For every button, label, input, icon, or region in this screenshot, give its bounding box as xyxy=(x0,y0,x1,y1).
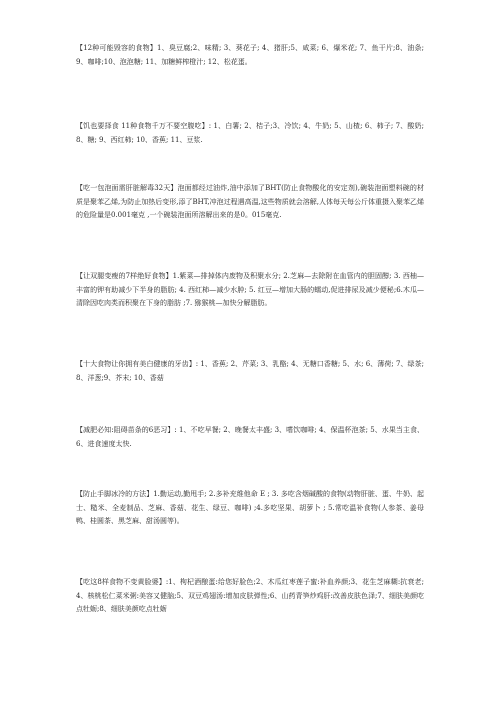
paragraph-instant-noodles: 【吃一包泡面需肝脏解毒32天】泡面都经过油炸,油中添加了BHT(防止食物酸化的安定剂),碗装泡面塑料碗的材质是聚苯乙烯,为防止加热后变形,添了BHT,冲泡过程遇高温,这些物质就会溶解,人体每天每公斤体重摄入聚苯乙烯的危险量是0.001毫克 ,一个碗装泡面所溶解出来的是0。015毫克. xyxy=(76,184,425,220)
paragraph-diet-bad-habits: 【减肥必知:阻碍苗条的6恶习】: 1、不吃早餐; 2、晚餐太丰盛; 3、嗜饮咖啡; 4、保温杯泡茶; 5、水果当主食、6、进食速度太快. xyxy=(76,426,424,448)
paragraph-beauty-foods: 【吃这8样食物不变黄脸婆】:1、枸杞酒酿蛋:给您好脸色;2、木瓜红枣莲子蜜:补血养颜;3、花生芝麻糊:抗衰老;4、核桃松仁菜米粥:美容又健脑;5、双豆鸡翅汤:增加皮肤弹性;6、山药青笋炒鸡肝:改善皮肤色泽;7、细肤美颜吃点牡蛎;8、细肤美颜吃点牡蛎 xyxy=(76,578,424,614)
paragraph-disfiguring-foods: 【12种可能毁容的食物】1、臭豆腐;2、味精; 3、葵花子; 4、猪肝;5、咸菜; 6、爆米花; 7、鱼干片;8、油条;9、咖啡;10、泡泡糖; 11、加糖鲜榨橙汁; 12、松花蛋。 xyxy=(76,44,424,66)
paragraph-white-teeth-foods: 【十大食物让你拥有美白健康的牙齿】: 1、香蕉; 2、芹菜; 3、乳酪; 4、无糖口香糖; 5、水; 6、薄荷; 7、绿茶; 8、洋葱;9、芥末; 10、香菇 xyxy=(76,360,424,382)
paragraph-cold-hands-feet: 【防止手脚冰冷的方法】1.勤运动,勤甩手; 2.多补充维他命 E ; 3. 多吃含烟碱酸的食物(动物肝脏、蛋、牛奶、起士、糙米、全麦制品、芝麻、香菇、花生、绿豆、咖啡) ;4.多吃坚果、胡萝卜 ; 5.常吃温补食物(人参茶、姜母鸭、桂圆茶、黑芝麻、甜汤圆等)。 xyxy=(76,490,424,526)
paragraph-empty-stomach-foods: 【饥也要择食 11种食物千万不要空腹吃】: 1、白薯; 2、桔子;3、冷饮; 4、牛奶; 5、山楂; 6、柿子; 7、酸奶;8、糖; 9、西红柿; 10、香蕉; 11、豆浆. xyxy=(76,122,424,144)
paragraph-slim-legs-foods: 【让双腿变瘦的7样绝好食物】1.紫菜—排掉体内废物及积聚水分; 2.芝麻—去除附在血管内的胆固醇; 3. 西柚—丰富的钾有助减少下半身的脂肪; 4. 西红柿—减少水肿; 5. 红豆—增加大肠的蠕动,促进排尿及减少便秘;6.木瓜—清除因吃肉类而积聚在下身的脂肪 ;7. 猕猴桃—加快分解脂肪。 xyxy=(76,272,424,308)
